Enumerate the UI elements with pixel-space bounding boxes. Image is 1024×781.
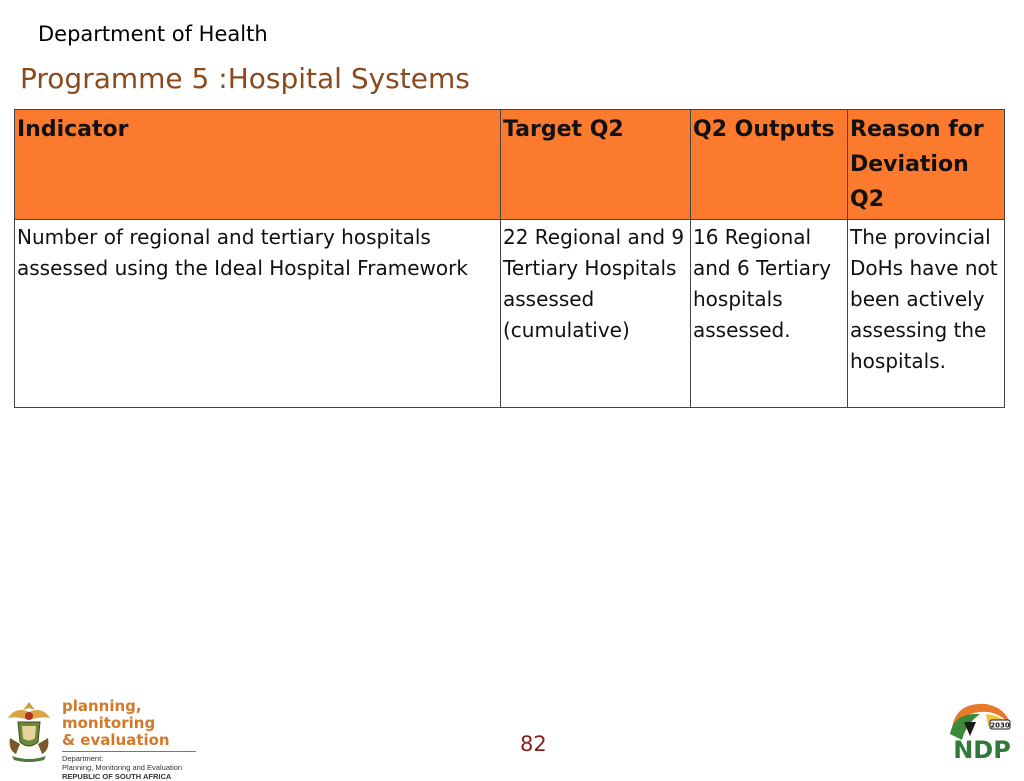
column-header-indicator: Indicator — [15, 110, 501, 220]
dpme-logo — [2, 697, 212, 781]
ndp-text: NDP — [953, 736, 1011, 764]
indicator-table — [14, 109, 1005, 408]
table-header-row — [15, 110, 1005, 220]
logo-sub-text-3: REPUBLIC OF SOUTH AFRICA — [62, 772, 172, 781]
logo-sub-text-1: Department: — [62, 754, 104, 763]
column-header-outputs: Q2 Outputs — [691, 110, 848, 220]
logo-main-text-1: planning, monitoring — [62, 697, 156, 732]
logo-main-text-2: & evaluation — [62, 731, 170, 749]
table-row — [15, 220, 1005, 408]
outputs-cell: 16 Regional and 6 Tertiary hospitals assessed. — [691, 220, 848, 408]
department-label: Department of Health — [38, 22, 268, 46]
ndp-year: 2030 — [990, 721, 1010, 730]
logo-divider — [62, 751, 196, 752]
target-cell: 22 Regional and 9 Tertiary Hospitals assessed (cumulative) — [501, 220, 691, 408]
page-title: Programme 5 :Hospital Systems — [20, 62, 470, 95]
coat-of-arms-icon — [2, 698, 56, 764]
ndp-2030-logo-icon — [946, 698, 1016, 764]
reason-cell: The provincial DoHs have not been actively assessing the hospitals. — [848, 220, 1005, 408]
column-header-reason: Reason for Deviation Q2 — [848, 110, 1005, 220]
page-number: 82 — [520, 732, 547, 756]
column-header-target: Target Q2 — [501, 110, 691, 220]
indicator-cell: Number of regional and tertiary hospitals assessed using the Ideal Hospital Framework — [15, 220, 501, 408]
logo-sub-text-2: Planning, Monitoring and Evaluation — [62, 763, 183, 772]
